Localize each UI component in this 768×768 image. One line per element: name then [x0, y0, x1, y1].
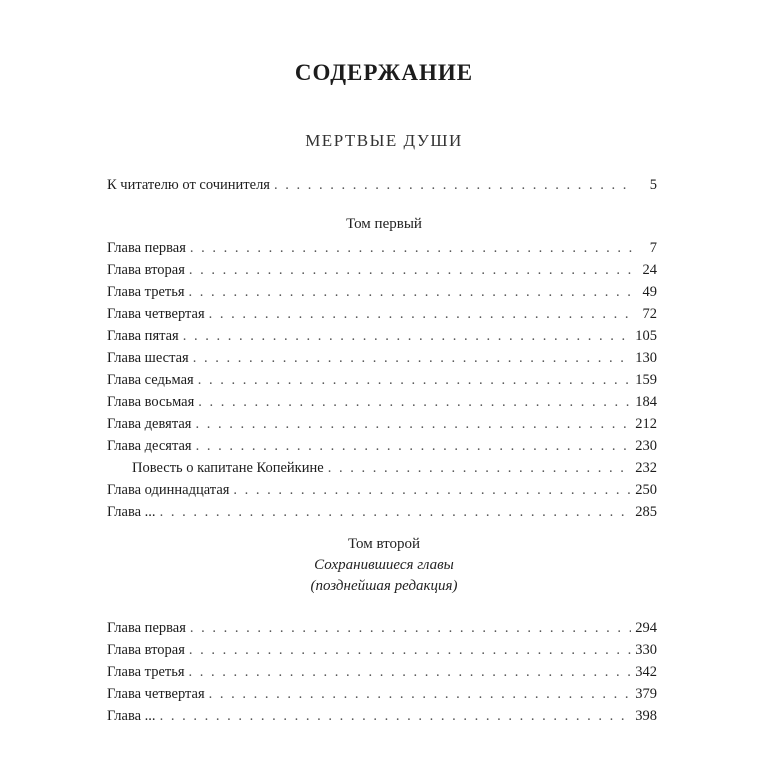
toc-entry-label: К читателю от сочинителя [107, 177, 270, 193]
toc-entry-page: 285 [635, 504, 657, 520]
toc-entry[interactable] [107, 661, 657, 683]
toc-entry[interactable] [107, 413, 657, 435]
toc-entry-label: Глава первая [107, 620, 186, 636]
leader-dots [190, 237, 633, 259]
leader-dots [195, 413, 631, 435]
toc-entry-label: Глава четвертая [107, 306, 205, 322]
toc-entry-label: Глава ... [107, 708, 156, 724]
page-heading: СОДЕРЖАНИЕ [294, 60, 474, 85]
toc-entry-page: 72 [642, 306, 657, 322]
leader-dots [328, 457, 632, 479]
toc-entry[interactable] [107, 325, 657, 347]
toc-entry-label: Глава четвертая [107, 686, 205, 702]
leader-dots [183, 325, 632, 347]
toc-entry-label: Глава седьмая [107, 372, 194, 388]
toc-entry-page: 24 [642, 262, 657, 278]
toc-entry-label: Глава восьмая [107, 394, 195, 410]
volume2-subtitle: Сохранившиеся главы [314, 557, 454, 573]
toc-entry[interactable] [107, 237, 657, 259]
leader-dots [274, 174, 633, 196]
toc-entry[interactable] [107, 639, 657, 661]
toc-entry-preface[interactable] [107, 174, 657, 196]
toc-entry-page: 130 [635, 350, 657, 366]
toc-entry[interactable] [107, 683, 657, 705]
toc-entry-page: 212 [635, 416, 657, 432]
toc-entry-page: 330 [635, 642, 657, 658]
work-title: МЕРТВЫЕ ДУШИ [305, 131, 463, 150]
toc-entry-label: Глава шестая [107, 350, 189, 366]
toc-entry[interactable] [107, 617, 657, 639]
toc-entry-page: 49 [642, 284, 657, 300]
leader-dots [209, 683, 632, 705]
toc-entry-page: 105 [635, 328, 657, 344]
leader-dots [189, 281, 634, 303]
toc-entry-label: Глава вторая [107, 262, 185, 278]
leader-dots [190, 617, 631, 639]
toc-entry-page: 232 [635, 460, 657, 476]
toc-entry[interactable] [107, 391, 657, 413]
toc-entry-page: 342 [635, 664, 657, 680]
leader-dots [189, 661, 632, 683]
leader-dots [233, 479, 631, 501]
toc-entry-label: Глава третья [107, 664, 185, 680]
toc-entry-page: 230 [635, 438, 657, 454]
toc-entry[interactable] [107, 369, 657, 391]
volume2-title: Том второй [347, 536, 421, 552]
toc-entry[interactable] [107, 347, 657, 369]
toc-entry-page: 184 [635, 394, 657, 410]
toc-entry[interactable] [107, 303, 657, 325]
toc-entry-label: Глава вторая [107, 642, 185, 658]
leader-dots [160, 705, 632, 727]
leader-dots [209, 303, 633, 325]
toc-entry[interactable] [107, 457, 657, 479]
toc-entry-label: Глава девятая [107, 416, 192, 432]
volume2-subtitle-note: (позднейшая редакция) [310, 578, 458, 594]
toc-entry-label: Глава ... [107, 504, 156, 520]
toc-entry-page: 250 [635, 482, 657, 498]
toc-entry[interactable] [107, 281, 657, 303]
leader-dots [196, 435, 632, 457]
toc-entry-page: 5 [649, 177, 657, 193]
toc-entry-label: Глава десятая [107, 438, 192, 454]
leader-dots [189, 639, 631, 661]
toc-entry-label: Глава одиннадцатая [107, 482, 230, 498]
leader-dots [193, 347, 632, 369]
toc-entry-page: 7 [649, 240, 657, 256]
leader-dots [198, 369, 632, 391]
volume1-title: Том первый [346, 216, 422, 232]
toc-entry[interactable] [107, 435, 657, 457]
toc-entry[interactable] [107, 479, 657, 501]
toc-entry-page: 159 [635, 372, 657, 388]
toc-entry-page: 379 [635, 686, 657, 702]
toc-entry-page: 398 [635, 708, 657, 724]
toc-entry[interactable] [107, 259, 657, 281]
toc-entry-label: Глава пятая [107, 328, 179, 344]
toc-entry-label: Глава третья [107, 284, 185, 300]
leader-dots [198, 391, 631, 413]
toc-entry[interactable] [107, 705, 657, 727]
leader-dots [189, 259, 633, 281]
toc-entry[interactable] [107, 501, 657, 523]
toc-entry-label: Повесть о капитане Копейкине [132, 460, 324, 476]
toc-entry-label: Глава первая [107, 240, 186, 256]
toc-entry-page: 294 [635, 620, 657, 636]
leader-dots [160, 501, 632, 523]
